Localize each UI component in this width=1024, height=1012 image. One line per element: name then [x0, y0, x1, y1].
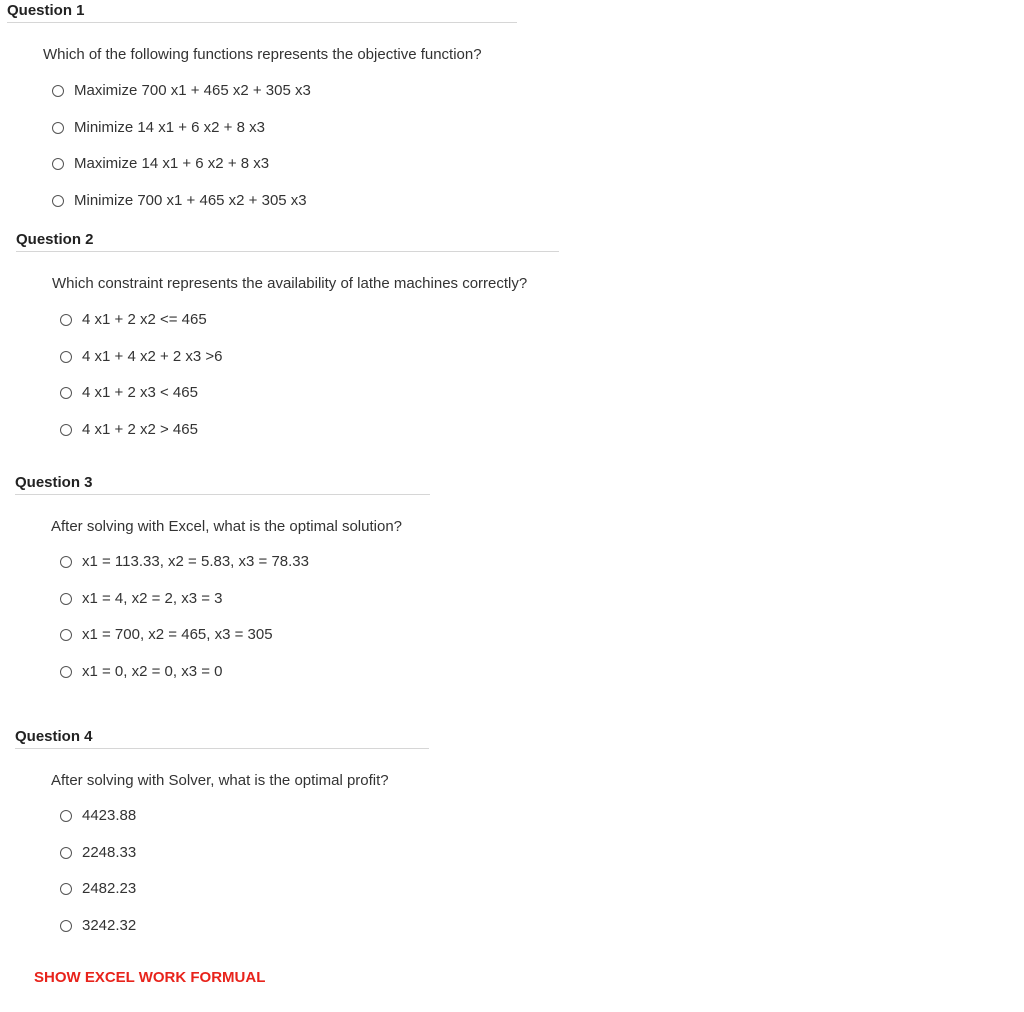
option-label[interactable]: 4 x1 + 2 x2 <= 465 [82, 311, 207, 328]
radio-button[interactable] [60, 387, 72, 399]
radio-button[interactable] [52, 158, 64, 170]
question-1-prompt: Which of the following functions represents the objective function? [43, 46, 482, 63]
question-2-options [60, 311, 223, 457]
radio-button[interactable] [52, 195, 64, 207]
option-label[interactable]: Maximize 14 x1 + 6 x2 + 8 x3 [74, 155, 270, 172]
question-3-option-c[interactable] [60, 626, 309, 663]
option-label[interactable]: 4 x1 + 2 x3 < 465 [82, 384, 198, 401]
question-1-option-b[interactable] [52, 119, 311, 156]
question-3-options [60, 553, 309, 699]
radio-button[interactable] [60, 556, 72, 568]
option-label[interactable]: 3242.32 [82, 916, 137, 934]
option-label[interactable]: 4 x1 + 4 x2 + 2 x3 >6 [82, 347, 223, 365]
radio-button[interactable] [60, 593, 72, 605]
question-3-option-b[interactable] [60, 590, 309, 627]
option-label[interactable]: x1 = 0, x2 = 0, x3 = 0 [82, 662, 223, 680]
radio-button[interactable] [60, 883, 72, 895]
option-label[interactable]: 4 x1 + 2 x2 > 465 [82, 420, 198, 438]
option-label[interactable]: 4423.88 [82, 807, 137, 824]
question-4-prompt: After solving with Solver, what is the optimal profit? [51, 772, 389, 789]
radio-button[interactable] [60, 351, 72, 363]
question-3-title: Question 3 [15, 474, 430, 495]
question-1-options [52, 82, 311, 228]
question-4-option-b[interactable] [60, 844, 136, 881]
radio-button[interactable] [52, 122, 64, 134]
radio-button[interactable] [60, 314, 72, 326]
question-3-option-d[interactable] [60, 663, 309, 700]
question-1-title: Question 1 [7, 2, 517, 23]
question-4-option-d[interactable] [60, 917, 136, 954]
question-1-option-c[interactable] [52, 155, 311, 192]
radio-button[interactable] [60, 920, 72, 932]
question-4-options [60, 807, 136, 953]
radio-button[interactable] [60, 847, 72, 859]
radio-button[interactable] [60, 810, 72, 822]
question-2-prompt: Which constraint represents the availability of lathe machines correctly? [52, 275, 528, 292]
question-4-option-a[interactable] [60, 807, 136, 844]
option-label[interactable]: x1 = 4, x2 = 2, x3 = 3 [82, 589, 223, 607]
radio-button[interactable] [60, 666, 72, 678]
option-label[interactable]: Minimize 700 x1 + 465 x2 + 305 x3 [74, 191, 307, 209]
radio-button[interactable] [52, 85, 64, 97]
question-2-option-a[interactable] [60, 311, 223, 348]
question-2-option-c[interactable] [60, 384, 223, 421]
question-3-option-a[interactable] [60, 553, 309, 590]
question-4-option-c[interactable] [60, 880, 136, 917]
radio-button[interactable] [60, 424, 72, 436]
option-label[interactable]: x1 = 700, x2 = 465, x3 = 305 [82, 626, 273, 643]
option-label[interactable]: x1 = 113.33, x2 = 5.83, x3 = 78.33 [82, 553, 309, 570]
radio-button[interactable] [60, 629, 72, 641]
question-2-option-d[interactable] [60, 421, 223, 458]
question-4-title: Question 4 [15, 728, 429, 749]
option-label[interactable]: Maximize 700 x1 + 465 x2 + 305 x3 [74, 82, 311, 99]
excel-work-note: SHOW EXCEL WORK FORMUAL [34, 969, 266, 986]
option-label[interactable]: Minimize 14 x1 + 6 x2 + 8 x3 [74, 118, 265, 136]
question-1-option-d[interactable] [52, 192, 311, 229]
option-label[interactable]: 2248.33 [82, 843, 137, 861]
question-1-option-a[interactable] [52, 82, 311, 119]
option-label[interactable]: 2482.23 [82, 880, 137, 897]
question-3-prompt: After solving with Excel, what is the optimal solution? [51, 518, 402, 535]
question-2-title: Question 2 [16, 231, 559, 252]
question-2-option-b[interactable] [60, 348, 223, 385]
